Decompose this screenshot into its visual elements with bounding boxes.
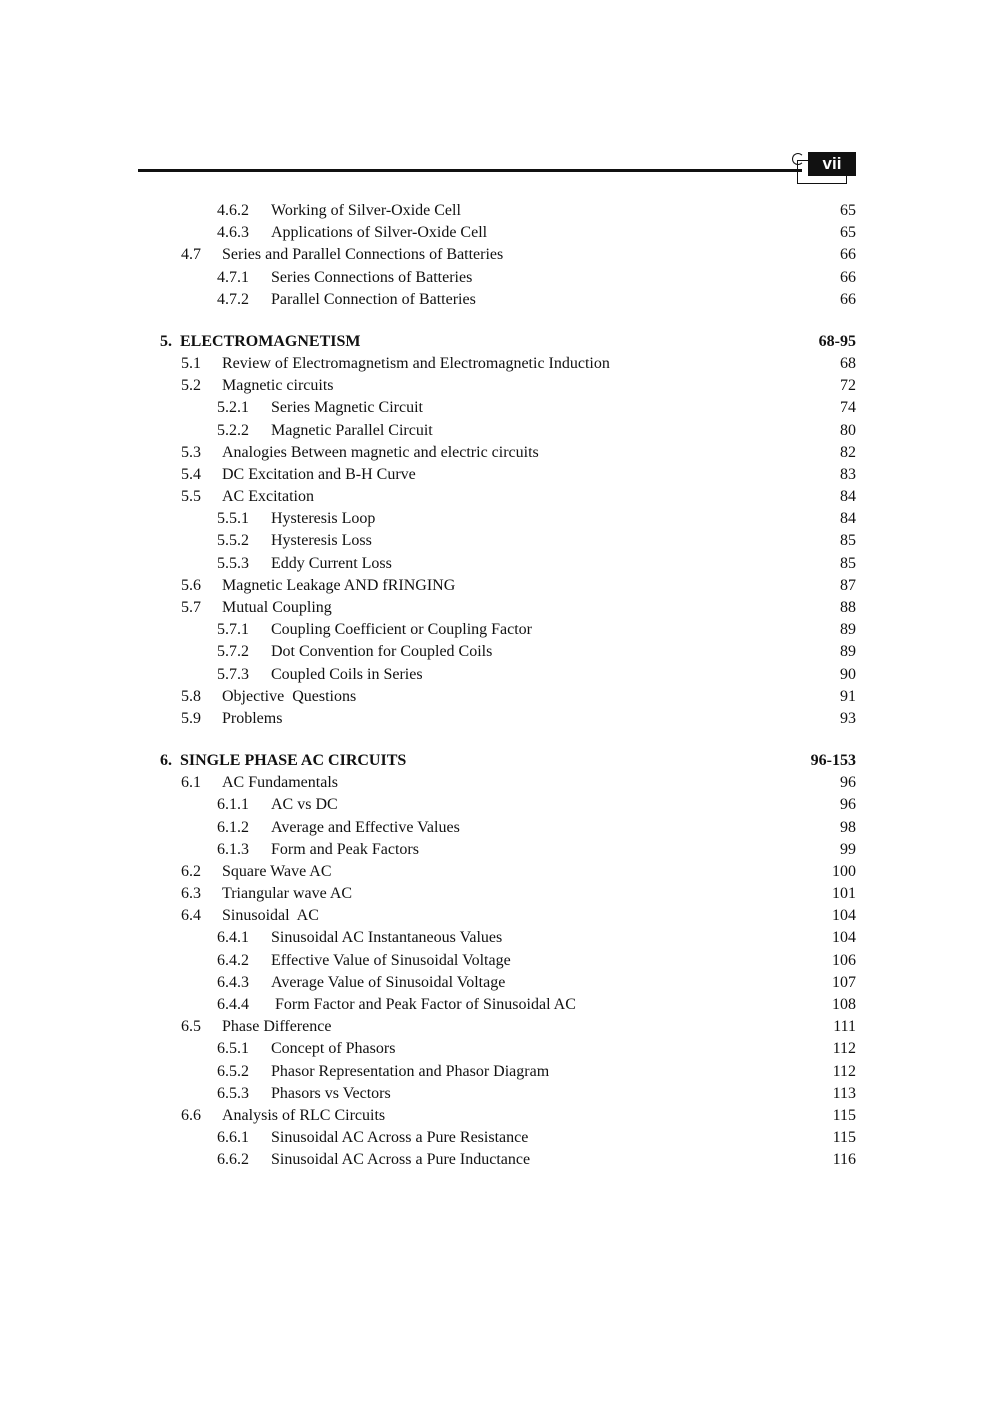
toc-entry-title: Working of Silver-Oxide Cell <box>271 202 461 219</box>
toc-entry-row[interactable] <box>0 244 992 266</box>
toc-entry-title: SINGLE PHASE AC CIRCUITS <box>180 752 407 770</box>
toc-entry-number: 6.3 <box>181 885 201 903</box>
toc-entry-title: Form and Peak Factors <box>271 840 419 858</box>
toc-entry-title: Triangular wave AC <box>222 885 353 903</box>
toc-entry-row[interactable] <box>0 289 992 311</box>
toc-entry-page: 96 <box>840 774 856 792</box>
toc-entry-title: Analogies Between magnetic and electric circuits <box>222 443 539 461</box>
toc-entry-title: Dot Convention for Coupled Coils <box>271 643 493 661</box>
toc-entry-row[interactable] <box>0 905 992 927</box>
toc-entry-page: 68 <box>840 354 856 372</box>
toc-entry-row[interactable] <box>0 508 992 530</box>
toc-entry-number: 5.5.2 <box>217 532 249 550</box>
toc-entry-page: 96 <box>840 796 856 814</box>
toc-entry-number: 6.5 <box>181 1018 201 1036</box>
toc-entry-title: AC vs DC <box>271 796 338 814</box>
toc-entry-page: 90 <box>840 665 856 683</box>
toc-entry-title: Series Magnetic Circuit <box>271 399 423 417</box>
toc-entry-number: 6.1.2 <box>217 818 249 836</box>
toc-entry-row[interactable] <box>0 861 992 883</box>
chapter-gap <box>0 311 992 321</box>
toc-entry-page: 91 <box>840 687 856 705</box>
toc-entry-number: 6.4.2 <box>217 951 249 969</box>
toc-entry-number: 6.1.3 <box>217 840 249 858</box>
toc-entry-page: 96-153 <box>810 752 856 770</box>
toc-entry-page: 85 <box>840 532 856 550</box>
toc-entry-number: 5.5.1 <box>217 510 249 528</box>
toc-entry-page: 84 <box>840 488 856 506</box>
toc-entry-row[interactable] <box>0 397 992 419</box>
toc-entry-row[interactable] <box>0 972 992 994</box>
toc-entry-number: 4.6.3 <box>217 224 249 242</box>
toc-entry-number: 5.6 <box>181 576 201 594</box>
toc-entry-row[interactable] <box>0 353 992 375</box>
toc-entry-row[interactable] <box>0 1061 992 1083</box>
toc-entry-row[interactable] <box>0 486 992 508</box>
toc-chapter-row[interactable] <box>0 321 992 353</box>
toc-entry-row[interactable] <box>0 530 992 552</box>
toc-entry-row[interactable] <box>0 927 992 949</box>
toc-entry-title: Effective Value of Sinusoidal Voltage <box>271 951 511 969</box>
toc-entry-row[interactable] <box>0 1105 992 1127</box>
toc-entry-row[interactable] <box>0 686 992 708</box>
toc-entry-page: 101 <box>832 885 856 903</box>
toc-entry-title: Phase Difference <box>222 1018 332 1036</box>
toc-entry-number: 5.8 <box>181 687 201 705</box>
toc-entry-page: 104 <box>832 907 856 925</box>
toc-entry-number: 6.6.2 <box>217 1151 249 1169</box>
toc-entry-number: 5.5.3 <box>217 554 249 572</box>
toc-entry-row[interactable] <box>0 200 992 222</box>
toc-entry-number: 6.4 <box>181 907 201 925</box>
toc-entry-page: 84 <box>840 510 856 528</box>
toc-entry-page: 108 <box>832 996 856 1013</box>
toc-entry-page: 65 <box>840 224 856 242</box>
toc-entry-title: Form Factor and Peak Factor of Sinusoidal AC <box>271 996 576 1013</box>
toc-entry-page: 100 <box>832 862 856 880</box>
toc-entry-page: 99 <box>840 840 856 858</box>
toc-entry-row[interactable] <box>0 464 992 486</box>
toc-entry-title: Magnetic Parallel Circuit <box>271 421 433 439</box>
toc-entry-page: 115 <box>832 1106 856 1124</box>
toc-entry-title: Hysteresis Loop <box>271 510 376 528</box>
toc-entry-title: Sinusoidal AC <box>222 907 319 925</box>
toc-entry-page: 106 <box>832 951 856 969</box>
toc-entry-title: Square Wave AC <box>222 862 332 880</box>
toc-entry-row[interactable] <box>0 839 992 861</box>
toc-entry-number: 4.7 <box>181 246 201 264</box>
toc-entry-page: 116 <box>832 1151 856 1169</box>
toc-entry-title: Eddy Current Loss <box>271 554 392 572</box>
toc-entry-title: Concept of Phasors <box>271 1040 396 1058</box>
toc-entry-number: 6.5.3 <box>217 1084 249 1102</box>
toc-entry-row[interactable] <box>0 553 992 575</box>
toc-entry-number: 5.7.1 <box>217 621 249 639</box>
toc-entry-row[interactable] <box>0 708 992 730</box>
toc-entry-page: 113 <box>832 1084 856 1102</box>
toc-entry-title: Magnetic Leakage AND fRINGING <box>222 576 456 594</box>
toc-entry-title: Coupling Coefficient or Coupling Factor <box>271 621 533 639</box>
toc-entry-title: AC Excitation <box>222 488 314 506</box>
toc-entry-title: Mutual Coupling <box>222 599 332 616</box>
toc-entry-page: 74 <box>840 399 856 417</box>
toc-entry-number: 6.5.2 <box>217 1062 249 1080</box>
toc-entry-row[interactable] <box>0 267 992 289</box>
toc-entry-row[interactable] <box>0 1083 992 1105</box>
toc-entry-row[interactable] <box>0 950 992 972</box>
toc-entry-page: 104 <box>832 929 856 947</box>
toc-entry-row[interactable] <box>0 772 992 794</box>
toc-entry-title: Sinusoidal AC Across a Pure Resistance <box>271 1129 529 1147</box>
toc-entry-row[interactable] <box>0 1016 992 1038</box>
toc-entry-title: Parallel Connection of Batteries <box>271 290 476 308</box>
toc-entry-title: Sinusoidal AC Instantaneous Values <box>271 929 503 947</box>
toc-entry-row[interactable] <box>0 817 992 839</box>
toc-entry-row[interactable] <box>0 442 992 464</box>
toc-entry-page: 98 <box>840 818 856 836</box>
page-number-tab: vii <box>808 152 856 176</box>
toc-entry-title: Review of Electromagnetism and Electromagnetic Induction <box>222 354 610 372</box>
toc-entry-title: Average Value of Sinusoidal Voltage <box>271 973 506 991</box>
toc-entry-number: 5.7.3 <box>217 665 249 683</box>
toc-entry-title: Objective Questions <box>222 687 357 705</box>
toc-entry-row[interactable] <box>0 1127 992 1149</box>
toc-chapter-row[interactable] <box>0 740 992 772</box>
toc-entry-row[interactable] <box>0 664 992 686</box>
toc-entry-page: 66 <box>840 246 856 264</box>
toc-entry-page: 85 <box>840 554 856 572</box>
toc-entry-row[interactable] <box>0 222 992 244</box>
toc-entry-row[interactable] <box>0 883 992 905</box>
toc-entry-title: ELECTROMAGNETISM <box>180 332 361 350</box>
toc-entry-page: 66 <box>840 268 856 286</box>
toc-entry-number: 6.4.3 <box>217 973 249 991</box>
toc-entry-page: 68-95 <box>818 332 856 350</box>
toc-entry-page: 83 <box>840 465 856 483</box>
toc-entry-page: 115 <box>832 1129 856 1147</box>
toc-entry-row[interactable] <box>0 794 992 816</box>
toc-entry-row[interactable] <box>0 597 992 619</box>
toc-entry-title: Series Connections of Batteries <box>271 268 473 286</box>
toc-entry-page: 111 <box>833 1018 856 1036</box>
toc-entry-page: 112 <box>832 1040 856 1058</box>
toc-entry-number: 6.5.1 <box>217 1040 249 1058</box>
toc-entry-row[interactable] <box>0 619 992 641</box>
toc-entry-page: 88 <box>840 599 856 616</box>
toc-entry-number: 5.2.1 <box>217 399 249 417</box>
toc-entry-number: 6.6 <box>181 1106 201 1124</box>
toc-entry-page: 89 <box>840 621 856 639</box>
toc-entry-title: AC Fundamentals <box>222 774 338 792</box>
toc-entry-number: 4.7.2 <box>217 290 249 308</box>
toc-entry-page: 66 <box>840 290 856 308</box>
toc-entry-number: 5. <box>160 332 172 350</box>
toc-entry-number: 5.7.2 <box>217 643 249 661</box>
toc-entry-row[interactable] <box>0 641 992 663</box>
toc-entry-title: Phasors vs Vectors <box>271 1084 391 1102</box>
toc-entry-page: 72 <box>840 377 856 395</box>
toc-entry-title: Average and Effective Values <box>271 818 460 836</box>
toc-entry-number: 5.7 <box>181 599 201 616</box>
toc-entry-number: 5.4 <box>181 465 201 483</box>
toc-entry-row[interactable] <box>0 994 992 1016</box>
toc-entry-title: DC Excitation and B-H Curve <box>222 465 416 483</box>
toc-entry-row[interactable] <box>0 375 992 397</box>
chapter-gap <box>0 730 992 740</box>
toc-entry-number: 5.1 <box>181 354 201 372</box>
toc-entry-number: 6.4.1 <box>217 929 249 947</box>
toc-entry-number: 6.4.4 <box>217 996 249 1013</box>
toc-entry-row[interactable] <box>0 575 992 597</box>
toc-entry-number: 6.6.1 <box>217 1129 249 1147</box>
toc-entry-title: Problems <box>222 709 283 727</box>
toc-entry-page: 87 <box>840 576 856 594</box>
toc-entry-number: 6.2 <box>181 862 201 880</box>
toc-entry-page: 107 <box>832 973 856 991</box>
toc-entry-page: 65 <box>840 202 856 219</box>
toc-entry-title: Phasor Representation and Phasor Diagram <box>271 1062 550 1080</box>
toc-entry-number: 5.5 <box>181 488 201 506</box>
toc-entry-title: Hysteresis Loss <box>271 532 372 550</box>
toc-entry-row[interactable] <box>0 1149 992 1171</box>
toc-entry-number: 6.1.1 <box>217 796 249 814</box>
toc-entry-number: 6. <box>160 752 172 770</box>
toc-entry-page: 93 <box>840 709 856 727</box>
toc-entry-number: 4.6.2 <box>217 202 249 219</box>
toc-entry-title: Analysis of RLC Circuits <box>222 1106 386 1124</box>
toc-entry-title: Applications of Silver-Oxide Cell <box>271 224 488 242</box>
toc-entry-page: 112 <box>832 1062 856 1080</box>
toc-entry-number: 5.2.2 <box>217 421 249 439</box>
toc-entry-page: 80 <box>840 421 856 439</box>
table-of-contents <box>0 200 992 1172</box>
toc-entry-number: 5.3 <box>181 443 201 461</box>
toc-entry-title: Magnetic circuits <box>222 377 334 395</box>
header-rule <box>138 169 802 172</box>
toc-entry-number: 6.1 <box>181 774 201 792</box>
toc-entry-row[interactable] <box>0 420 992 442</box>
toc-entry-title: Coupled Coils in Series <box>271 665 423 683</box>
toc-entry-title: Series and Parallel Connections of Batteries <box>222 246 504 264</box>
toc-entry-page: 82 <box>840 443 856 461</box>
toc-entry-title: Sinusoidal AC Across a Pure Inductance <box>271 1151 531 1169</box>
toc-entry-number: 5.2 <box>181 377 201 395</box>
toc-entry-number: 4.7.1 <box>217 268 249 286</box>
toc-entry-row[interactable] <box>0 1038 992 1060</box>
toc-entry-page: 89 <box>840 643 856 661</box>
toc-entry-number: 5.9 <box>181 709 201 727</box>
